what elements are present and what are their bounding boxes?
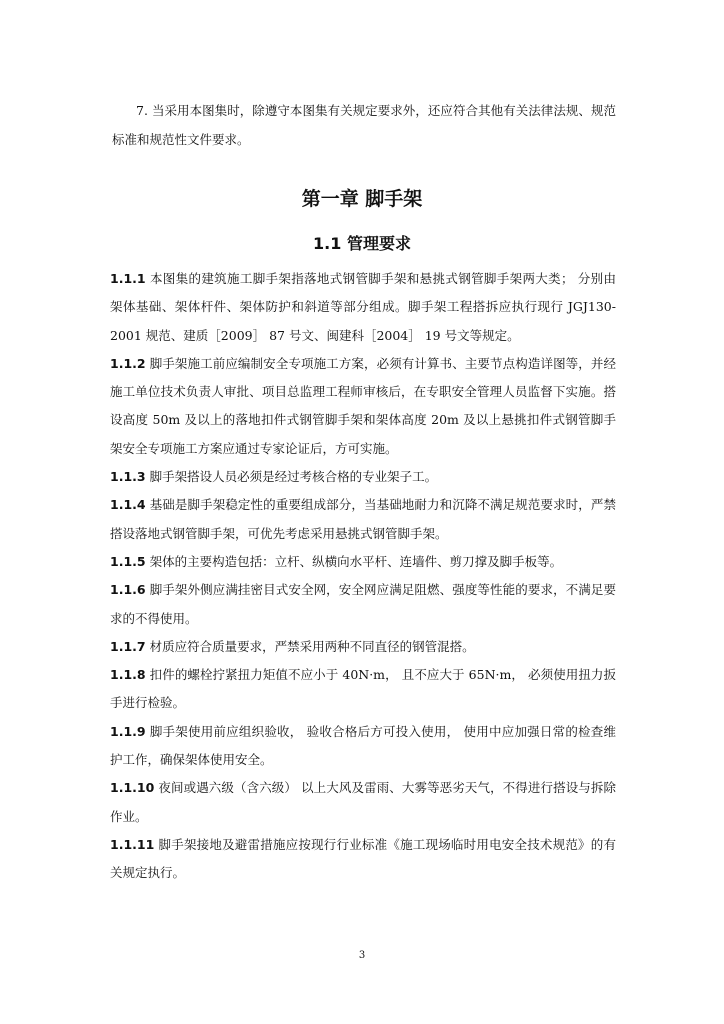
clause-number: 1.1.11 [110,836,155,852]
clause-text: 脚手架外侧应满挂密目式安全网，安全网应满足阻燃、强度等性能的要求，不满足要求的不得使用。 [110,582,616,626]
clause-1-1-2 [110,350,616,463]
clause-1-1-10 [110,774,616,831]
clause-1-1-6 [110,576,616,633]
clause-text: 脚手架使用前应组织验收， 验收合格后方可投入使用， 使用中应加强日常的检查维护工作，确保架体使用安全。 [110,723,616,768]
clause-text: 脚手架施工前应编制安全专项施工方案，必须有计算书、主要节点构造详图等，并经施工单位技术负责人审批、项目总监理工程师审核后，在专职安全管理人员监督下实施。搭设高度 50m 及以上的落地扣件式钢管脚手架和架体高度 20m 及以上悬挑扣件式钢管脚手架安全专项施工方案应通过专家论证后，方可实施。 [110,355,616,456]
clause-number: 1.1.9 [110,723,146,739]
clause-text: 材质应符合质量要求，严禁采用两种不同直径的钢管混搭。 [149,638,475,654]
clause-list [110,265,616,888]
chapter-title: 第一章 脚手架 [301,188,423,210]
clause-number: 1.1.10 [110,780,155,796]
clause-number: 1.1.7 [110,638,146,654]
clause-number: 1.1.8 [110,667,146,683]
clause-number: 1.1.4 [110,497,146,513]
clause-text: 夜间或遇六级（含六级） 以上大风及雷雨、大雾等恶劣天气，不得进行搭设与拆除作业。 [110,780,616,824]
clause-number: 1.1.1 [110,271,146,286]
clause-1-1-1 [110,265,616,350]
clause-1-1-9 [110,718,616,775]
clause-text: 本图集的建筑施工脚手架指落地式钢管脚手架和悬挑式钢管脚手架两大类； 分别由架体基础、架体杆件、架体防护和斜道等部分组成。脚手架工程搭拆应执行现行 JGJ130-2001 规范、建质［2009］ 87 号文、闽建科［2004］ 19 号文等规定。 [110,271,616,343]
clause-1-1-5 [110,548,616,576]
clause-number: 1.1.6 [110,582,146,598]
clause-1-1-11 [110,831,616,888]
page-number: 3 [358,950,366,961]
clause-text: 基础是脚手架稳定性的重要组成部分，当基础地耐力和沉降不满足规范要求时，严禁搭设落地式钢管脚手架，可优先考虑采用悬挑式钢管脚手架。 [110,497,616,541]
clause-number: 1.1.2 [110,355,146,371]
clause-number: 1.1.3 [110,469,146,485]
section-title: 1.1 管理要求 [313,234,411,253]
clause-text: 脚手架接地及避雷措施应按现行行业标准《施工现场临时用电安全技术规范》的有关规定执行。 [110,836,616,881]
clause-number: 1.1.5 [110,553,146,569]
clause-text: 扣件的螺栓拧紧扭力矩值不应小于 40N·m， 且不应大于 65N·m， 必须使用扭力扳手进行检验。 [110,667,616,711]
clause-1-1-3 [110,463,616,491]
clause-text: 架体的主要构造包括：立杆、纵横向水平杆、连墙件、剪刀撑及脚手板等。 [149,553,563,569]
clause-1-1-8 [110,661,616,718]
clause-1-1-4 [110,491,616,548]
clause-1-1-7 [110,633,616,661]
clause-text: 脚手架搭设人员必须是经过考核合格的专业架子工。 [149,469,438,485]
intro-paragraph: 7. 当采用本图集时，除遵守本图集有关规定要求外，还应符合其他有关法律法规、规范标准和规范性文件要求。 [112,103,616,147]
